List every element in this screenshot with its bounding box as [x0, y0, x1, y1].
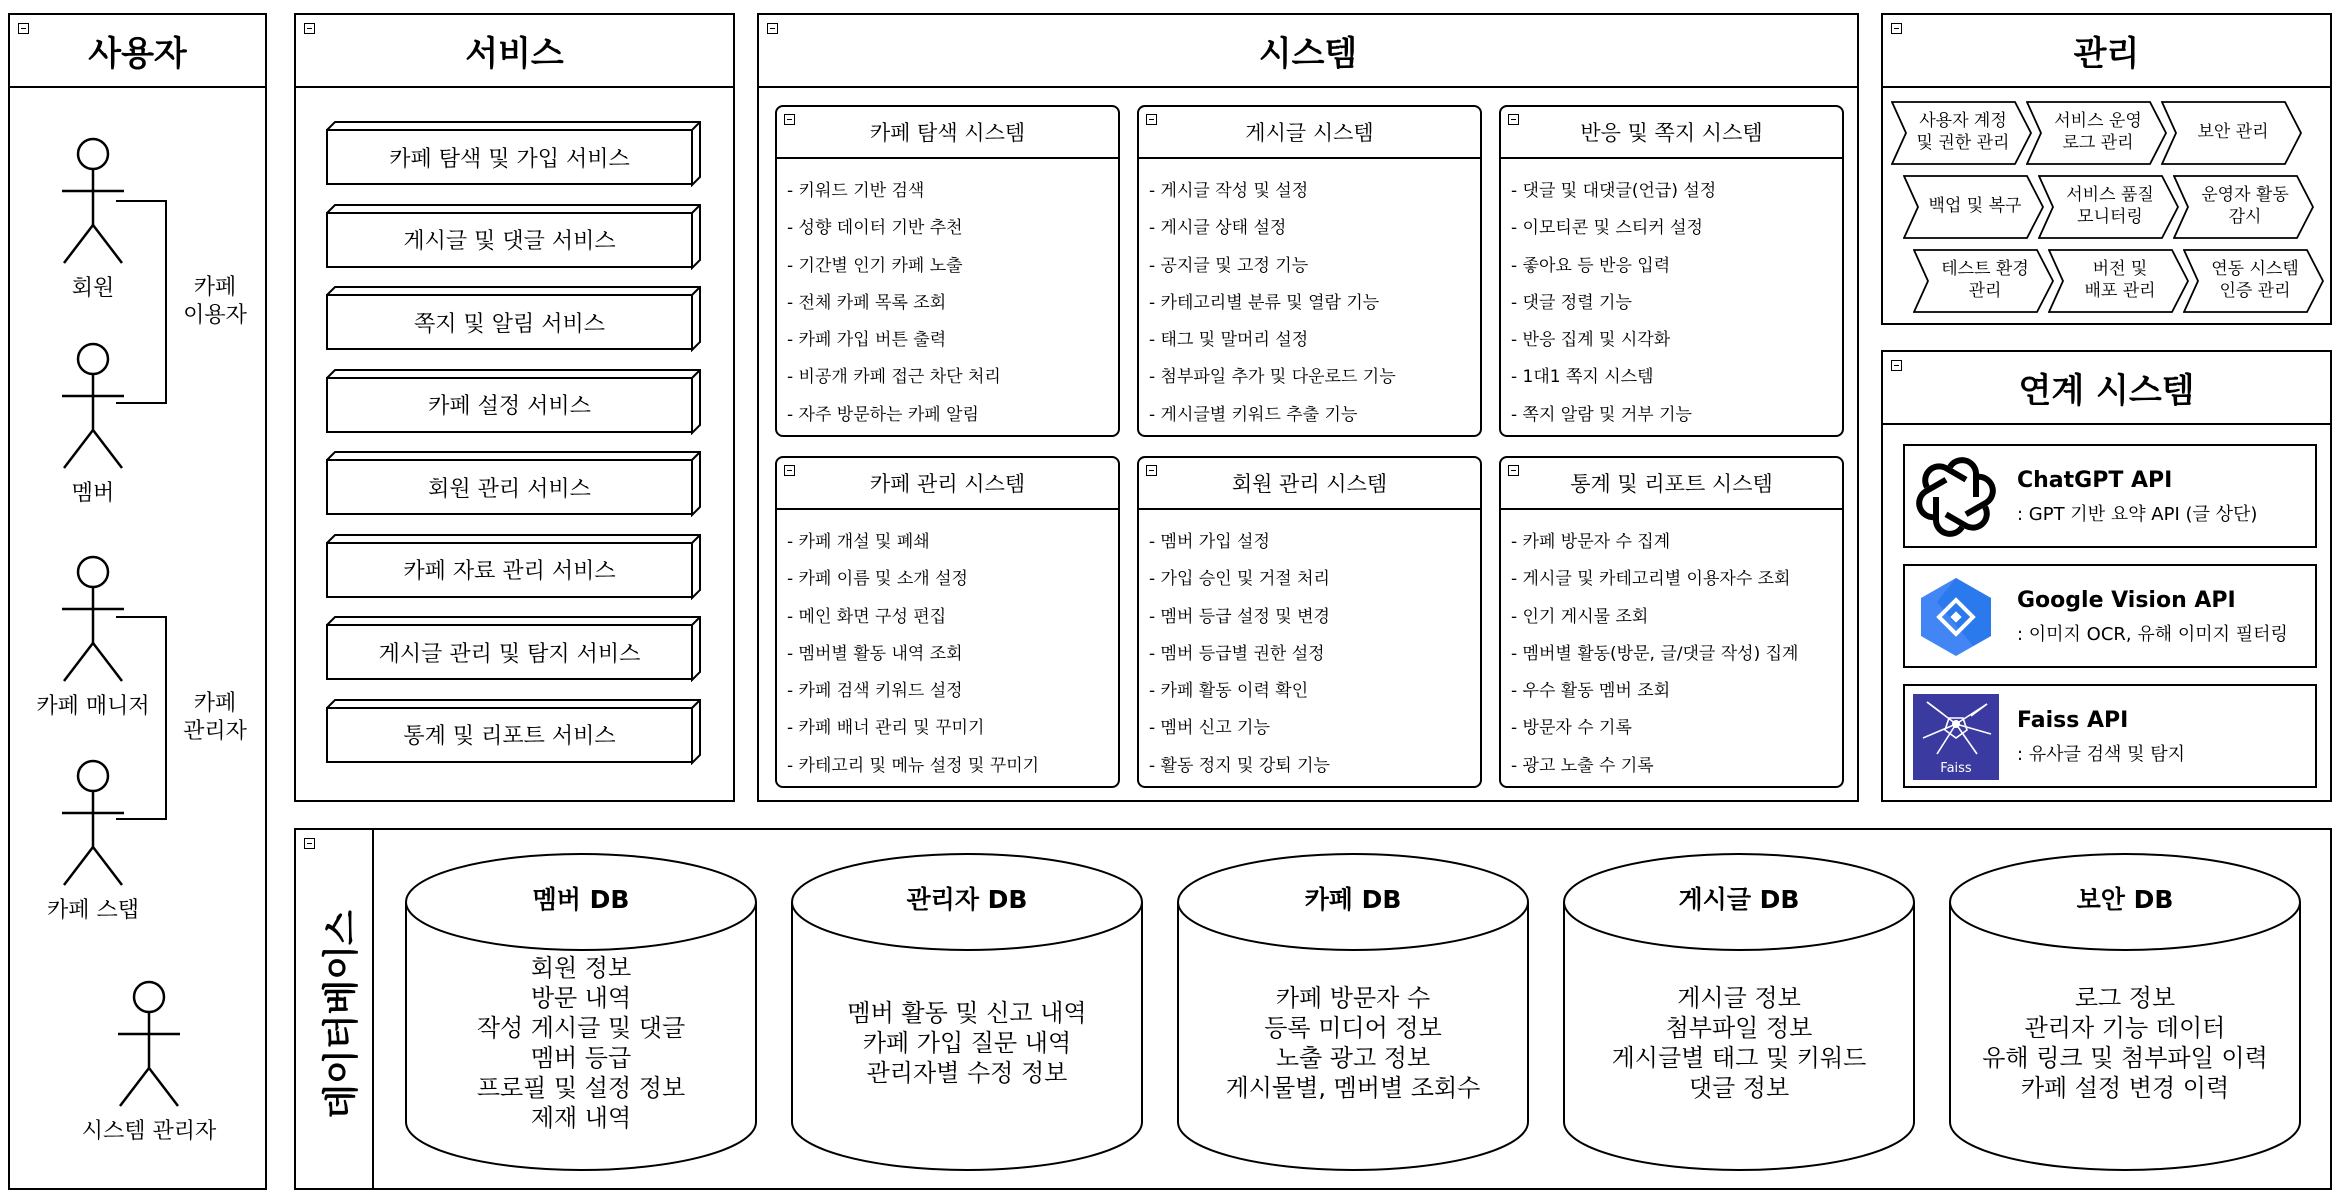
- subsystem-feature: - 비공개 카페 접근 차단 처리: [787, 367, 1001, 388]
- database-cylinder: [1948, 852, 2302, 1172]
- service-label: 회원 관리 서비스: [326, 459, 693, 515]
- admin-item: [2038, 175, 2178, 237]
- subsystem-feature: - 카페 가입 버튼 출력: [787, 330, 947, 351]
- service-item: [326, 451, 701, 515]
- subsystem-feature: - 멤버 신고 기능: [1149, 718, 1270, 739]
- actor-label: 카페 스탭: [46, 898, 139, 923]
- api-card-chatgpt: [1903, 444, 2317, 548]
- db-line: 게시글별 태그 및 키워드: [1611, 1044, 1867, 1072]
- db-line: 관리자 기능 데이터: [2024, 1014, 2226, 1042]
- users-panel: [8, 13, 267, 1190]
- database-cylinder: [1176, 852, 1530, 1172]
- subsystem-title: 게시글 시스템: [1139, 107, 1480, 159]
- actor-system-admin: [79, 980, 219, 1145]
- service-label: 쪽지 및 알림 서비스: [326, 294, 693, 350]
- db-line: 댓글 정보: [1688, 1074, 1790, 1102]
- subsystem-feature: - 카테고리별 분류 및 열람 기능: [1149, 292, 1380, 313]
- subsystem-feature: - 게시글 및 카테고리별 이용자수 조회: [1511, 569, 1791, 590]
- system-panel: [757, 13, 1859, 802]
- db-title: 카페 DB: [1304, 885, 1402, 914]
- admin-panel: [1881, 13, 2332, 325]
- subsystem-feature: - 광고 노출 수 기록: [1511, 755, 1654, 776]
- system-title: 시스템: [759, 15, 1857, 88]
- subsystem-feature-list: [787, 173, 1001, 434]
- subsystem-feature: - 게시글 작성 및 설정: [1149, 181, 1309, 201]
- admin-item: [1913, 249, 2053, 311]
- database-cylinder: [1562, 852, 1916, 1172]
- service-item: [326, 121, 701, 185]
- database-divider: [372, 830, 374, 1188]
- database-cylinder: [790, 852, 1144, 1172]
- subsystem-feature: - 카페 배너 관리 및 꾸미기: [787, 718, 985, 739]
- subsystem-feature: - 카페 검색 키워드 설정: [787, 681, 963, 702]
- db-content: [404, 930, 758, 1156]
- subsystem-feature: - 키워드 기반 검색: [787, 181, 925, 201]
- db-line: 게시물별, 멤버별 조회수: [1225, 1074, 1481, 1102]
- service-label: 카페 자료 관리 서비스: [326, 542, 693, 598]
- admin-item-label: 운영자 활동 감시: [2201, 185, 2289, 227]
- subsystem-feature: - 멤버별 활동(방문, 글/댓글 작성) 집계: [1511, 643, 1799, 664]
- subsystem-feature-list: [1149, 173, 1396, 434]
- db-line: 작성 게시글 및 댓글: [476, 1014, 686, 1042]
- subsystem-feature: - 반응 집계 및 시각화: [1511, 330, 1671, 351]
- subsystem-title: 통계 및 리포트 시스템: [1501, 458, 1842, 510]
- subsystem-feature-list: [1149, 524, 1330, 785]
- db-line: 카페 설정 변경 이력: [2020, 1074, 2230, 1102]
- subsystem-feature: - 좋아요 등 반응 입력: [1511, 255, 1671, 276]
- api-desc: : 이미지 OCR, 유해 이미지 필터링: [2017, 624, 2288, 645]
- api-name: Faiss API: [2017, 708, 2129, 733]
- subsystem-box: [1137, 456, 1482, 788]
- admin-item: [2161, 101, 2301, 163]
- subsystem-feature: - 댓글 및 대댓글(언급) 설정: [1511, 181, 1717, 201]
- subsystem-feature: - 활동 정지 및 강퇴 기능: [1149, 755, 1330, 776]
- subsystem-feature: - 태그 및 말머리 설정: [1149, 330, 1309, 351]
- subsystem-feature: - 카테고리 및 메뉴 설정 및 꾸미기: [787, 755, 1040, 776]
- service-item: [326, 204, 701, 268]
- db-content: [1562, 930, 1916, 1156]
- db-title: 관리자 DB: [906, 885, 1028, 914]
- db-line: 카페 방문자 수: [1275, 984, 1431, 1012]
- admin-item: [2183, 249, 2323, 311]
- db-line: 제재 내역: [530, 1104, 632, 1132]
- service-label: 통계 및 리포트 서비스: [326, 707, 693, 763]
- google-cloud-logo-icon: [1913, 574, 1999, 660]
- actor-label: 카페 매니저: [36, 694, 150, 719]
- api-name: Google Vision API: [2017, 588, 2236, 613]
- service-item: [326, 534, 701, 598]
- api-card-google-vision: [1903, 564, 2317, 668]
- subsystem-feature: - 멤버 등급 설정 및 변경: [1149, 606, 1330, 627]
- subsystem-feature: - 메인 화면 구성 편집: [787, 606, 947, 627]
- subsystem-feature: - 이모티콘 및 스티커 설정: [1511, 218, 1703, 239]
- api-desc: : 유사글 검색 및 탐지: [2017, 744, 2186, 765]
- subsystem-feature: - 멤버별 활동 내역 조회: [787, 643, 963, 664]
- admin-item-label: 서비스 운영 로그 관리: [2054, 111, 2142, 153]
- group-bracket: [114, 613, 174, 833]
- db-line: 유해 링크 및 첨부파일 이력: [1982, 1044, 2268, 1072]
- database-cylinder: [404, 852, 758, 1172]
- api-name: ChatGPT API: [2017, 468, 2173, 493]
- subsystem-feature: - 멤버 등급별 권한 설정: [1149, 643, 1325, 664]
- subsystem-feature: - 게시글 상태 설정: [1149, 218, 1287, 239]
- services-panel: [294, 13, 735, 802]
- service-item: [326, 286, 701, 350]
- subsystem-feature: - 카페 활동 이력 확인: [1149, 681, 1309, 702]
- db-line: 카페 가입 질문 내역: [862, 1029, 1072, 1057]
- group-label-cafe-admins: 카페 관리자: [183, 691, 247, 744]
- admin-item-label: 백업 및 복구: [1928, 196, 2022, 216]
- db-line: 멤버 등급: [530, 1044, 632, 1072]
- group-label-cafe-users: 카페 이용자: [183, 275, 247, 328]
- service-label: 카페 탐색 및 가입 서비스: [326, 129, 693, 185]
- admin-item-label: 연동 시스템 인증 관리: [2211, 259, 2299, 301]
- group-bracket: [114, 197, 174, 417]
- actor-label: 시스템 관리자: [81, 1119, 217, 1144]
- subsystem-feature: - 자주 방문하는 카페 알림: [787, 404, 979, 425]
- subsystem-feature: - 카페 개설 및 폐쇄: [787, 532, 930, 552]
- db-title: 보안 DB: [2076, 885, 2174, 914]
- subsystem-feature: - 게시글별 키워드 추출 기능: [1149, 404, 1358, 425]
- service-label: 게시글 관리 및 탐지 서비스: [326, 624, 693, 680]
- subsystem-feature: - 기간별 인기 카페 노출: [787, 255, 963, 276]
- integration-title: 연계 시스템: [1883, 352, 2330, 425]
- db-title: 멤버 DB: [532, 885, 630, 914]
- admin-item: [1891, 101, 2031, 163]
- subsystem-feature: - 카페 이름 및 소개 설정: [787, 569, 968, 590]
- subsystem-feature-list: [1511, 173, 1716, 434]
- admin-item: [2048, 249, 2188, 311]
- subsystem-box: [775, 105, 1120, 437]
- users-title: 사용자: [10, 15, 265, 88]
- actor-label: 회원: [71, 276, 115, 301]
- admin-item: [1903, 175, 2043, 237]
- service-label: 게시글 및 댓글 서비스: [326, 212, 693, 268]
- admin-item: [2173, 175, 2313, 237]
- service-item: [326, 616, 701, 680]
- faiss-logo-text: Faiss: [1940, 761, 1972, 776]
- subsystem-box: [1137, 105, 1482, 437]
- service-label: 카페 설정 서비스: [326, 377, 693, 433]
- subsystem-title: 카페 탐색 시스템: [777, 107, 1118, 159]
- subsystem-feature: - 1대1 쪽지 시스템: [1511, 367, 1654, 388]
- admin-item-label: 보안 관리: [2197, 122, 2269, 142]
- db-content: [790, 930, 1144, 1156]
- database-panel: [294, 828, 2332, 1190]
- stick-figure-icon: [114, 980, 184, 1110]
- services-title: 서비스: [296, 15, 733, 88]
- db-content: [1176, 930, 1530, 1156]
- subsystem-feature: - 멤버 가입 설정: [1149, 532, 1270, 552]
- subsystem-feature: - 전체 카페 목록 조회: [787, 292, 947, 313]
- db-line: 방문 내역: [530, 984, 632, 1012]
- api-card-faiss: [1903, 684, 2317, 788]
- subsystem-feature: - 가입 승인 및 거절 처리: [1149, 569, 1330, 590]
- subsystem-feature: - 우수 활동 멤버 조회: [1511, 681, 1671, 702]
- subsystem-feature: - 쪽지 알람 및 거부 기능: [1511, 404, 1692, 425]
- api-desc: : GPT 기반 요약 API (글 상단): [2017, 504, 2258, 525]
- db-line: 첨부파일 정보: [1665, 1014, 1813, 1042]
- subsystem-feature: - 방문자 수 기록: [1511, 718, 1632, 739]
- db-title: 게시글 DB: [1678, 885, 1800, 914]
- db-line: 관리자별 수정 정보: [866, 1059, 1068, 1087]
- subsystem-feature: - 인기 게시물 조회: [1511, 606, 1649, 627]
- admin-item-label: 버전 및 배포 관리: [2084, 259, 2156, 301]
- subsystem-feature: - 댓글 정렬 기능: [1511, 292, 1632, 313]
- admin-item-label: 서비스 품질 모니터링: [2066, 185, 2154, 227]
- subsystem-feature: - 카페 방문자 수 집계: [1511, 532, 1671, 552]
- admin-item-label: 사용자 계정 및 권한 관리: [1916, 111, 2010, 153]
- db-content: [1948, 930, 2302, 1156]
- subsystem-feature-list: [1511, 524, 1798, 785]
- db-line: 멤버 활동 및 신고 내역: [847, 999, 1087, 1027]
- subsystem-feature: - 첨부파일 추가 및 다운로드 기능: [1149, 367, 1396, 388]
- integration-panel: [1881, 350, 2332, 802]
- actor-label: 멤버: [71, 481, 115, 506]
- subsystem-title: 카페 관리 시스템: [777, 458, 1118, 510]
- db-line: 회원 정보: [530, 954, 632, 982]
- admin-item: [2026, 101, 2166, 163]
- admin-title: 관리: [1883, 15, 2330, 88]
- openai-logo-icon: [1913, 454, 1999, 540]
- subsystem-box: [1499, 456, 1844, 788]
- subsystem-feature: - 공지글 및 고정 기능: [1149, 255, 1309, 276]
- db-line: 로그 정보: [2074, 984, 2176, 1012]
- service-item: [326, 369, 701, 433]
- service-item: [326, 699, 701, 763]
- subsystem-feature: - 성향 데이터 기반 추천: [787, 218, 963, 239]
- db-line: 등록 미디어 정보: [1264, 1014, 1442, 1042]
- subsystem-box: [1499, 105, 1844, 437]
- admin-item-label: 테스트 환경 관리: [1941, 259, 2029, 301]
- subsystem-title: 회원 관리 시스템: [1139, 458, 1480, 510]
- db-line: 노출 광고 정보: [1275, 1044, 1431, 1072]
- subsystem-title: 반응 및 쪽지 시스템: [1501, 107, 1842, 159]
- db-line: 게시글 정보: [1677, 984, 1801, 1012]
- faiss-logo-icon: [1913, 694, 1999, 780]
- subsystem-box: [775, 456, 1120, 788]
- database-title: 데이터베이스: [320, 909, 362, 1119]
- subsystem-feature-list: [787, 524, 1039, 785]
- db-line: 프로필 및 설정 정보: [476, 1074, 686, 1102]
